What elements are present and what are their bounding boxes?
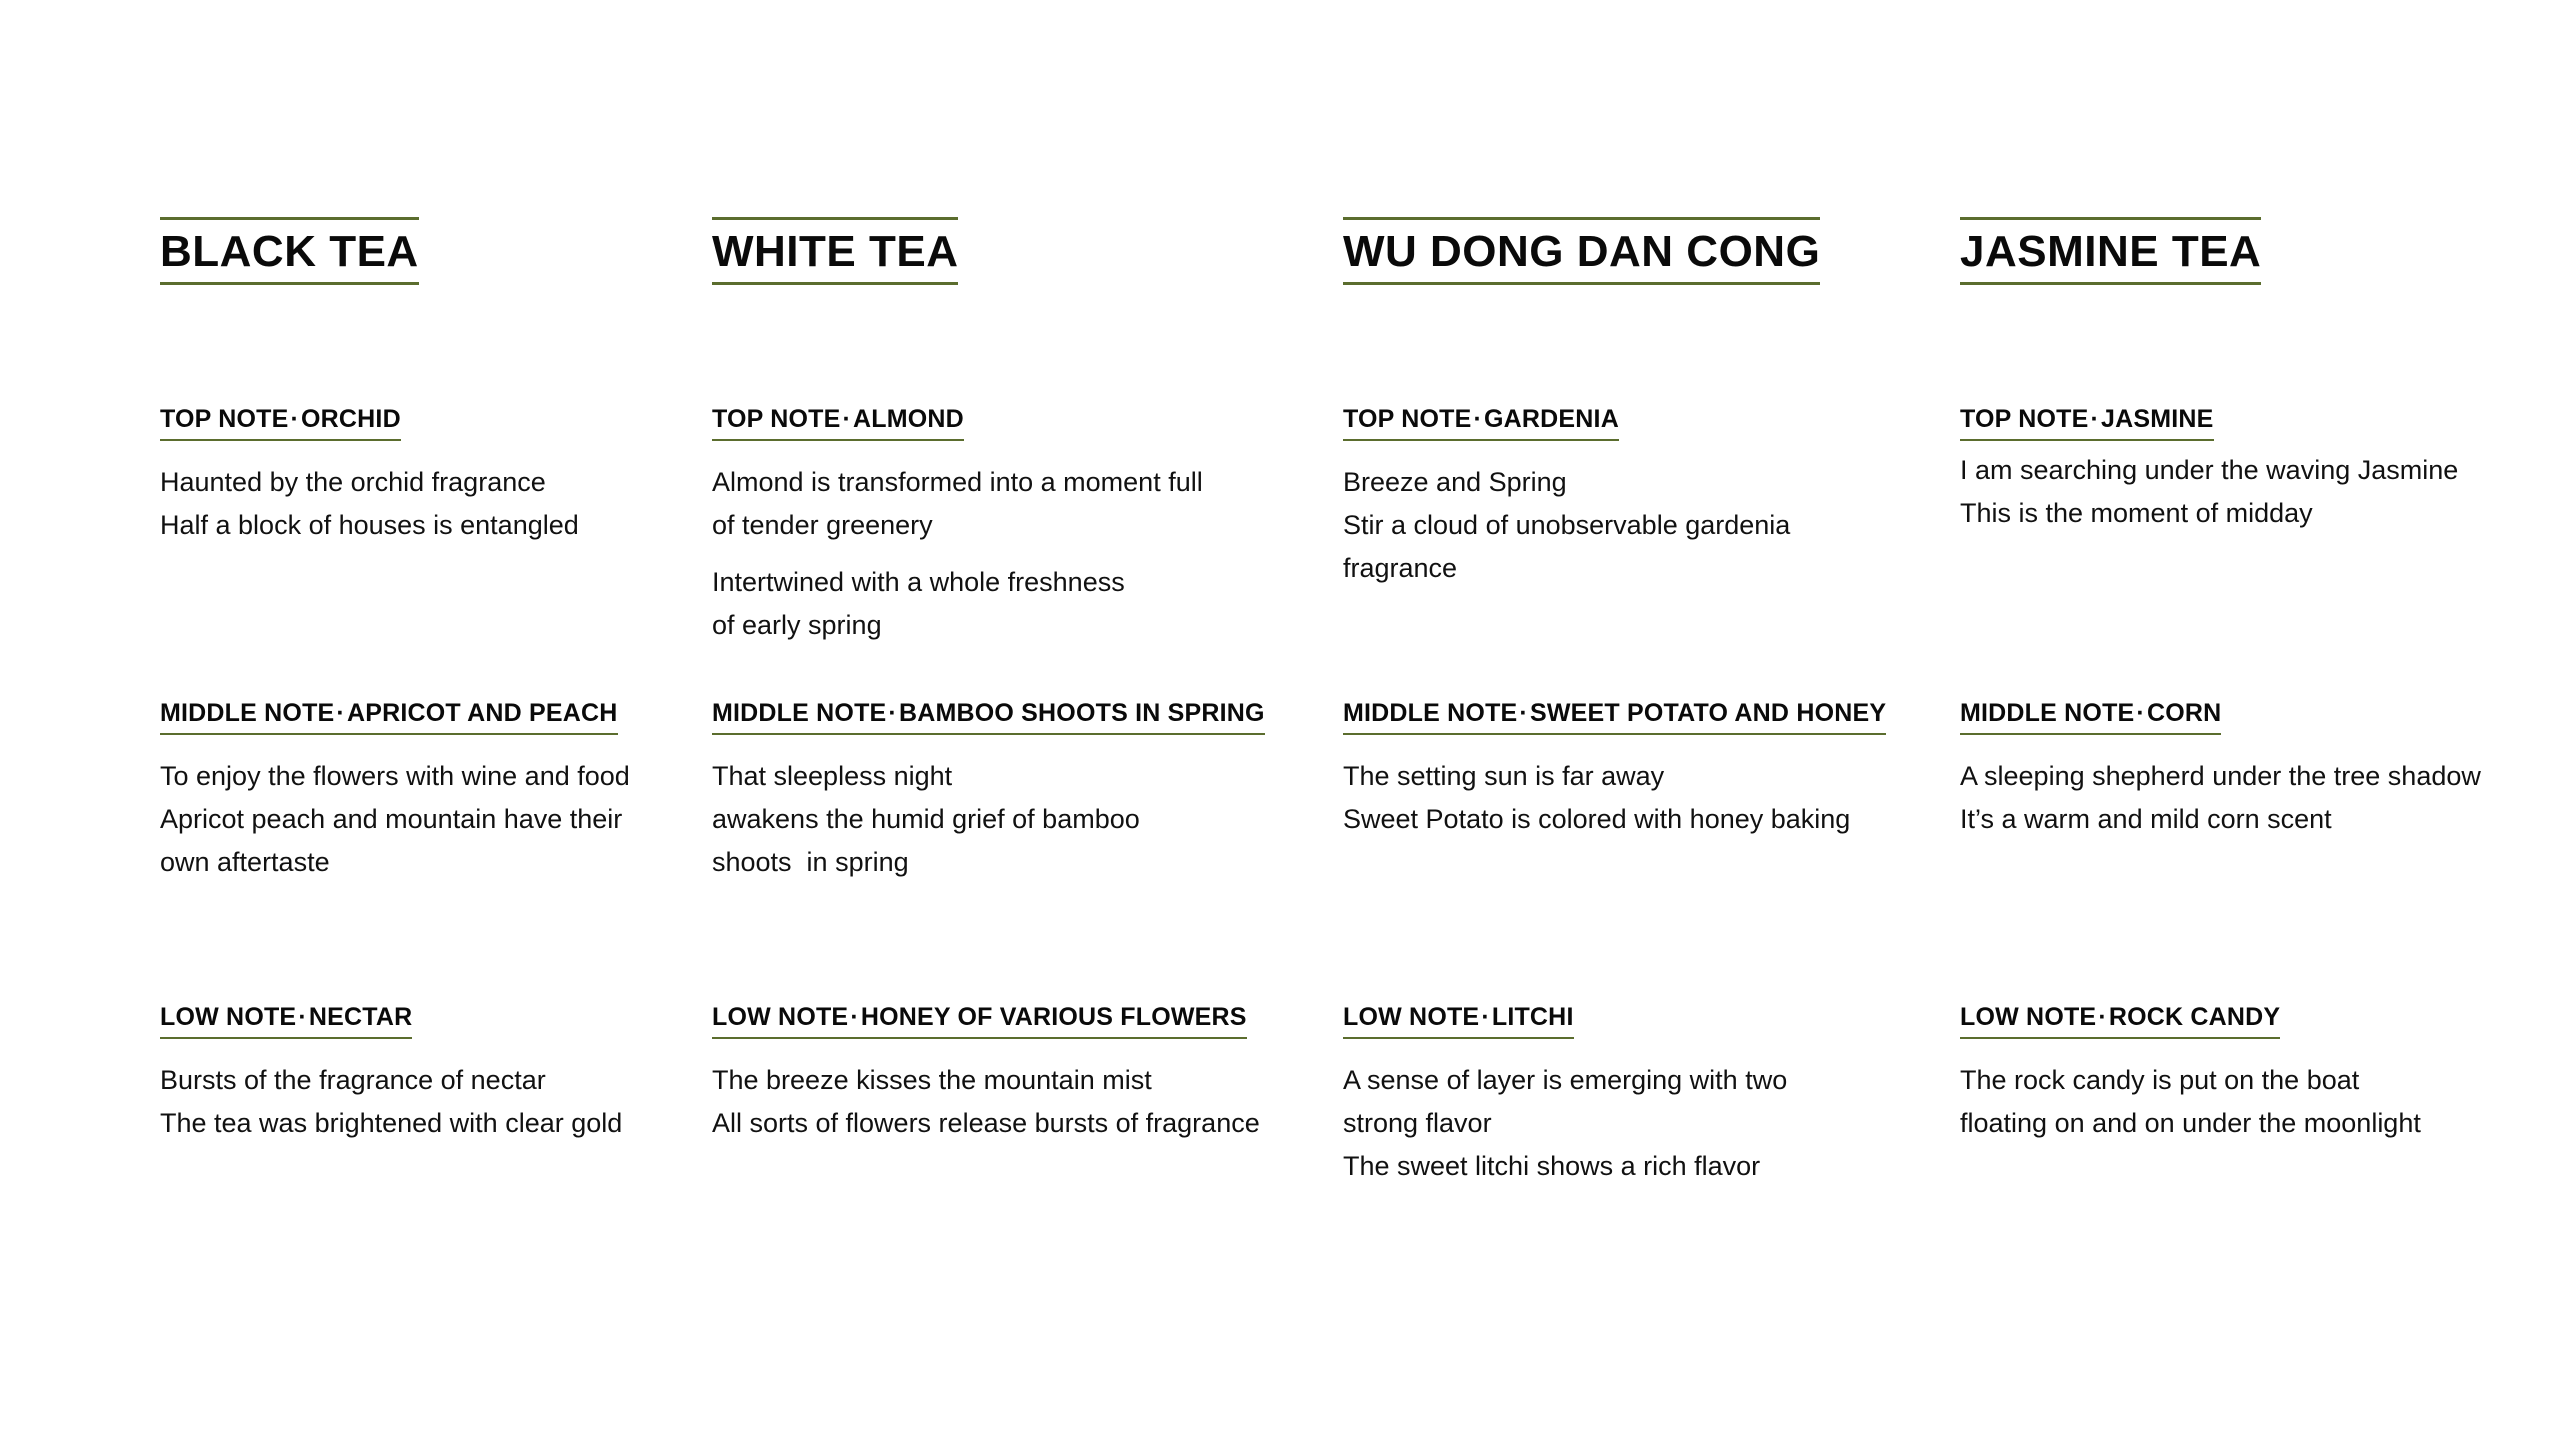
description-line: Half a block of houses is entangled — [160, 510, 579, 540]
description-line: strong flavor — [1343, 1108, 1492, 1138]
top-note-description — [1343, 461, 1923, 590]
tea-title: WHITE TEA — [712, 217, 958, 285]
description-line: All sorts of flowers release bursts of fragrance — [712, 1108, 1260, 1138]
top-note-description — [1960, 449, 2550, 535]
top-note-flavor: ORCHID — [301, 405, 401, 433]
description-line: Bursts of the fragrance of nectar — [160, 1065, 546, 1095]
description-line: That sleepless night — [712, 761, 953, 791]
description-line: Haunted by the orchid fragrance — [160, 467, 546, 497]
top-note-section — [1960, 407, 2550, 535]
description-line: of early spring — [712, 610, 882, 640]
top-note-flavor: JASMINE — [2101, 405, 2214, 433]
top-note-label: TOP NOTE·ALMOND — [712, 407, 964, 441]
middle-note-flavor: SWEET POTATO AND HONEY — [1529, 699, 1887, 727]
description-line: I am searching under the waving Jasmine — [1960, 455, 2459, 485]
description-line: The rock candy is put on the boat — [1960, 1065, 2360, 1095]
low-note-label: LOW NOTE·ROCK CANDY — [1960, 1005, 2280, 1039]
low-note-flavor: NECTAR — [308, 1003, 413, 1031]
description-line: A sleeping shepherd under the tree shadow — [1960, 761, 2481, 791]
low-note-description — [1343, 1059, 1923, 1188]
top-note-section — [712, 407, 1292, 647]
top-note-section — [1343, 407, 1923, 590]
tea-column-jasmine-tea — [1960, 0, 2550, 1441]
low-note-label: LOW NOTE·LITCHI — [1343, 1005, 1574, 1039]
description-line: shoots in spring — [712, 847, 909, 877]
low-note-section — [1960, 1005, 2550, 1145]
tea-title: JASMINE TEA — [1960, 217, 2261, 285]
low-note-flavor: HONEY OF VARIOUS FLOWERS — [860, 1003, 1247, 1031]
low-note-section — [160, 1005, 680, 1145]
top-note-description — [712, 461, 1292, 647]
low-note-description — [1960, 1059, 2550, 1145]
low-note-flavor: ROCK CANDY — [2108, 1003, 2281, 1031]
middle-note-label: MIDDLE NOTE·BAMBOO SHOOTS IN SPRING — [712, 701, 1265, 735]
description-line: of tender greenery — [712, 510, 933, 540]
description-line: floating on and on under the moonlight — [1960, 1108, 2421, 1138]
top-note-flavor: GARDENIA — [1484, 405, 1619, 433]
description-line: Stir a cloud of unobservable gardenia — [1343, 510, 1791, 540]
middle-note-flavor: BAMBOO SHOOTS IN SPRING — [898, 699, 1265, 727]
description-line: A sense of layer is emerging with two — [1343, 1065, 1788, 1095]
top-note-label: TOP NOTE·JASMINE — [1960, 407, 2214, 441]
description-line: awakens the humid grief of bamboo — [712, 804, 1140, 834]
middle-note-description — [1960, 755, 2550, 841]
description-line: To enjoy the flowers with wine and food — [160, 761, 630, 791]
description-line: Sweet Potato is colored with honey baking — [1343, 804, 1851, 834]
description-line: Intertwined with a whole freshness — [712, 567, 1125, 597]
middle-note-section — [160, 701, 680, 884]
description-line: Breeze and Spring — [1343, 467, 1567, 497]
tea-column-wu-dong-dan-cong — [1343, 0, 1923, 1441]
top-note-description — [160, 461, 680, 547]
middle-note-label: MIDDLE NOTE·APRICOT AND PEACH — [160, 701, 618, 735]
low-note-description — [712, 1059, 1292, 1145]
middle-note-description — [712, 755, 1292, 884]
description-line: It’s a warm and mild corn scent — [1960, 804, 2332, 834]
description-line: The breeze kisses the mountain mist — [712, 1065, 1152, 1095]
description-line: Apricot peach and mountain have their — [160, 804, 623, 834]
middle-note-flavor: CORN — [2146, 699, 2222, 727]
middle-note-description — [160, 755, 680, 884]
description-line: The setting sun is far away — [1343, 761, 1665, 791]
tea-column-white-tea — [712, 0, 1292, 1441]
low-note-description — [160, 1059, 680, 1145]
low-note-label: LOW NOTE·HONEY OF VARIOUS FLOWERS — [712, 1005, 1247, 1039]
low-note-label: LOW NOTE·NECTAR — [160, 1005, 412, 1039]
top-note-label: TOP NOTE·ORCHID — [160, 407, 401, 441]
description-line: own aftertaste — [160, 847, 330, 877]
middle-note-flavor: APRICOT AND PEACH — [346, 699, 618, 727]
top-note-flavor: ALMOND — [853, 405, 964, 433]
low-note-flavor: LITCHI — [1491, 1003, 1574, 1031]
middle-note-section — [1343, 701, 1923, 841]
middle-note-section — [712, 701, 1292, 884]
paragraph-gap — [712, 547, 1292, 561]
low-note-section — [1343, 1005, 1923, 1188]
description-line: fragrance — [1343, 553, 1458, 583]
description-line: The tea was brightened with clear gold — [160, 1108, 623, 1138]
middle-note-section — [1960, 701, 2550, 841]
middle-note-label: MIDDLE NOTE·CORN — [1960, 701, 2221, 735]
description-line: Almond is transformed into a moment full — [712, 467, 1203, 497]
tea-title: BLACK TEA — [160, 217, 419, 285]
middle-note-label: MIDDLE NOTE·SWEET POTATO AND HONEY — [1343, 701, 1886, 735]
tea-title: WU DONG DAN CONG — [1343, 217, 1820, 285]
low-note-section — [712, 1005, 1292, 1145]
description-line: This is the moment of midday — [1960, 498, 2313, 528]
tea-column-black-tea — [160, 0, 680, 1441]
top-note-section — [160, 407, 680, 547]
middle-note-description — [1343, 755, 1923, 841]
top-note-label: TOP NOTE·GARDENIA — [1343, 407, 1619, 441]
description-line: The sweet litchi shows a rich flavor — [1343, 1151, 1761, 1181]
